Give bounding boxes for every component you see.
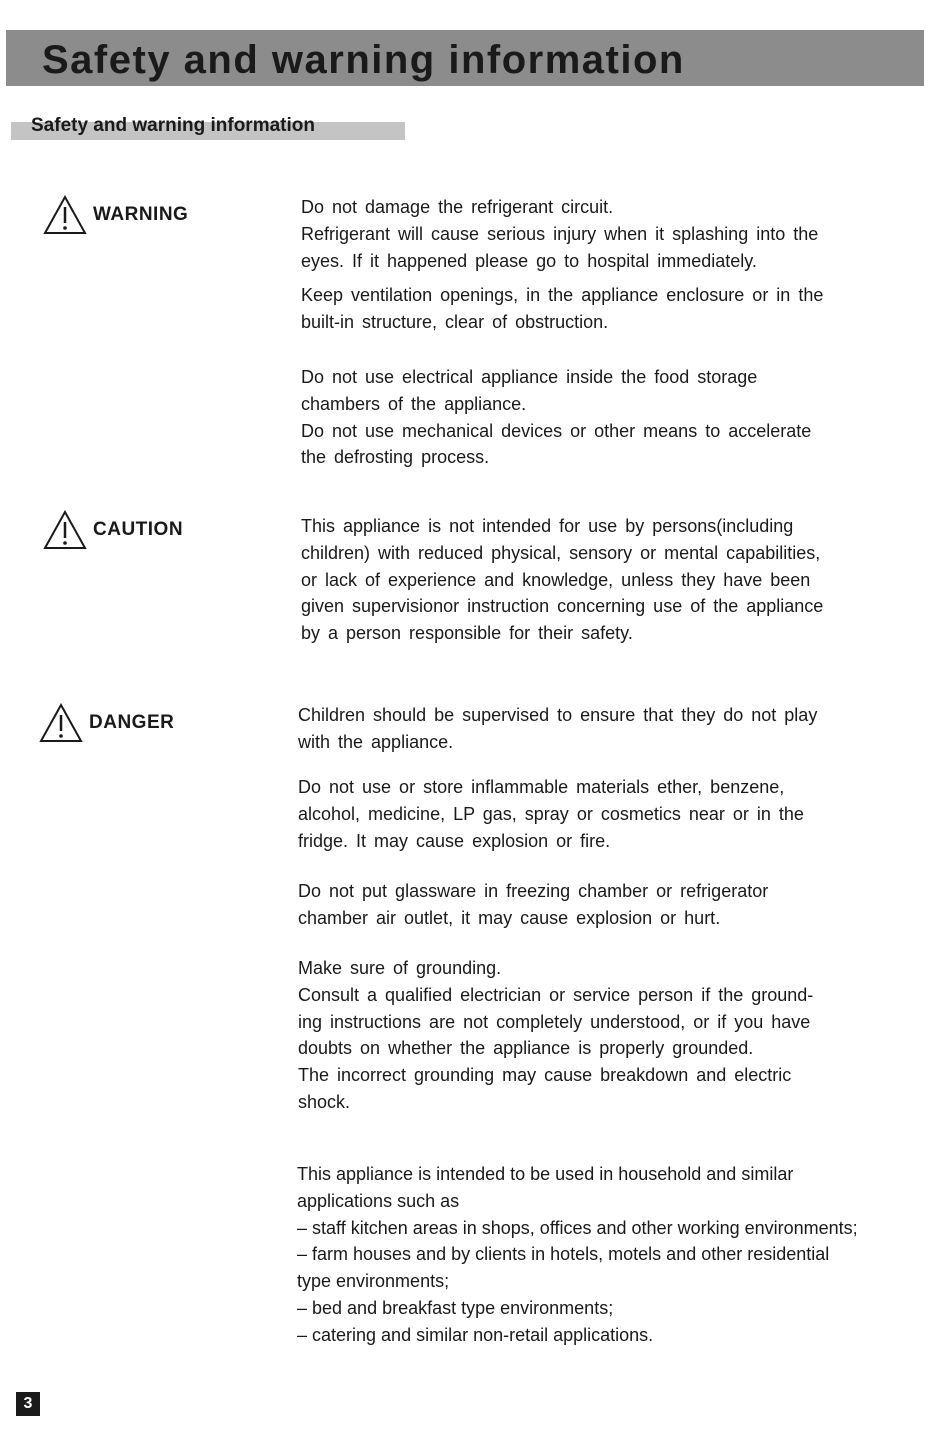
text-line: chambers of the appliance. xyxy=(301,393,527,414)
text-line: This appliance is intended to be used in household and similar xyxy=(297,1164,794,1184)
text-line: Do not damage the refrigerant circuit. xyxy=(301,197,614,217)
warning-paragraph-1 xyxy=(301,194,818,274)
text-line: Do not use or store inflammable materials ether, benzene, xyxy=(298,777,785,797)
text-line: type environments; xyxy=(297,1271,450,1292)
text-line: ing instructions are not completely understood, or if you have xyxy=(298,1011,811,1032)
section-heading: Safety and warning information xyxy=(31,115,315,136)
page-number: 3 xyxy=(16,1392,40,1416)
text-line: by a person responsible for their safety. xyxy=(301,623,633,644)
warning-triangle-icon xyxy=(43,510,87,550)
list-item: – catering and similar non-retail applications. xyxy=(297,1324,654,1345)
text-line: eyes. If it happened please go to hospital immediately. xyxy=(301,250,757,271)
text-line: Consult a qualified electrician or service person if the ground- xyxy=(298,984,814,1005)
danger-paragraph-1 xyxy=(298,702,817,756)
text-line: applications such as xyxy=(297,1190,460,1211)
caution-paragraph-1 xyxy=(301,513,823,647)
list-item: – bed and breakfast type environments; xyxy=(297,1297,614,1318)
warning-label xyxy=(43,195,188,235)
list-item: – farm houses and by clients in hotels, motels and other residential xyxy=(297,1244,830,1265)
text-line: Keep ventilation openings, in the appliance enclosure or in the xyxy=(301,285,824,305)
text-line: children) with reduced physical, sensory or mental capabilities, xyxy=(301,542,821,563)
danger-paragraph-3 xyxy=(298,878,768,932)
text-line: Do not use mechanical devices or other means to accelerate xyxy=(301,420,812,441)
warning-triangle-icon xyxy=(39,703,83,743)
text-line: chamber air outlet, it may cause explosion or hurt. xyxy=(298,907,721,928)
warning-triangle-icon xyxy=(43,195,87,235)
text-line: doubts on whether the appliance is properly grounded. xyxy=(298,1038,754,1059)
text-line: or lack of experience and knowledge, unless they have been xyxy=(301,569,811,590)
text-line: Do not put glassware in freezing chamber or refrigerator xyxy=(298,881,769,901)
list-item: – staff kitchen areas in shops, offices and other working environments; xyxy=(297,1217,858,1238)
page-title: Safety and warning information xyxy=(42,38,685,82)
text-line: built-in structure, clear of obstruction. xyxy=(301,311,609,332)
danger-label xyxy=(39,703,174,743)
section-heading-bar xyxy=(11,115,405,140)
title-bar xyxy=(6,30,924,86)
text-line: fridge. It may cause explosion or fire. xyxy=(298,830,611,851)
text-line: the defrosting process. xyxy=(301,447,490,468)
text-line: Children should be supervised to ensure that they do not play xyxy=(298,705,818,725)
text-line: given supervisionor instruction concerning use of the appliance xyxy=(301,596,824,617)
text-line: The incorrect grounding may cause breakdown and electric xyxy=(298,1065,792,1086)
text-line: alcohol, medicine, LP gas, spray or cosmetics near or in the xyxy=(298,803,804,824)
text-line: This appliance is not intended for use by persons(including xyxy=(301,516,794,536)
text-line: Make sure of grounding. xyxy=(298,958,502,978)
caution-label xyxy=(43,510,183,550)
danger-label-text: DANGER xyxy=(89,712,175,733)
warning-label-text: WARNING xyxy=(93,204,189,225)
text-line: Do not use electrical appliance inside the food storage xyxy=(301,367,758,387)
caution-label-text: CAUTION xyxy=(93,519,184,540)
warning-paragraph-2 xyxy=(301,282,823,336)
text-line: Refrigerant will cause serious injury when it splashing into the xyxy=(301,223,819,244)
danger-paragraph-5 xyxy=(297,1161,858,1349)
text-line: with the appliance. xyxy=(298,731,454,752)
text-line: shock. xyxy=(298,1091,351,1112)
warning-paragraph-3 xyxy=(301,364,811,471)
danger-paragraph-2 xyxy=(298,774,804,854)
danger-paragraph-4 xyxy=(298,955,813,1116)
